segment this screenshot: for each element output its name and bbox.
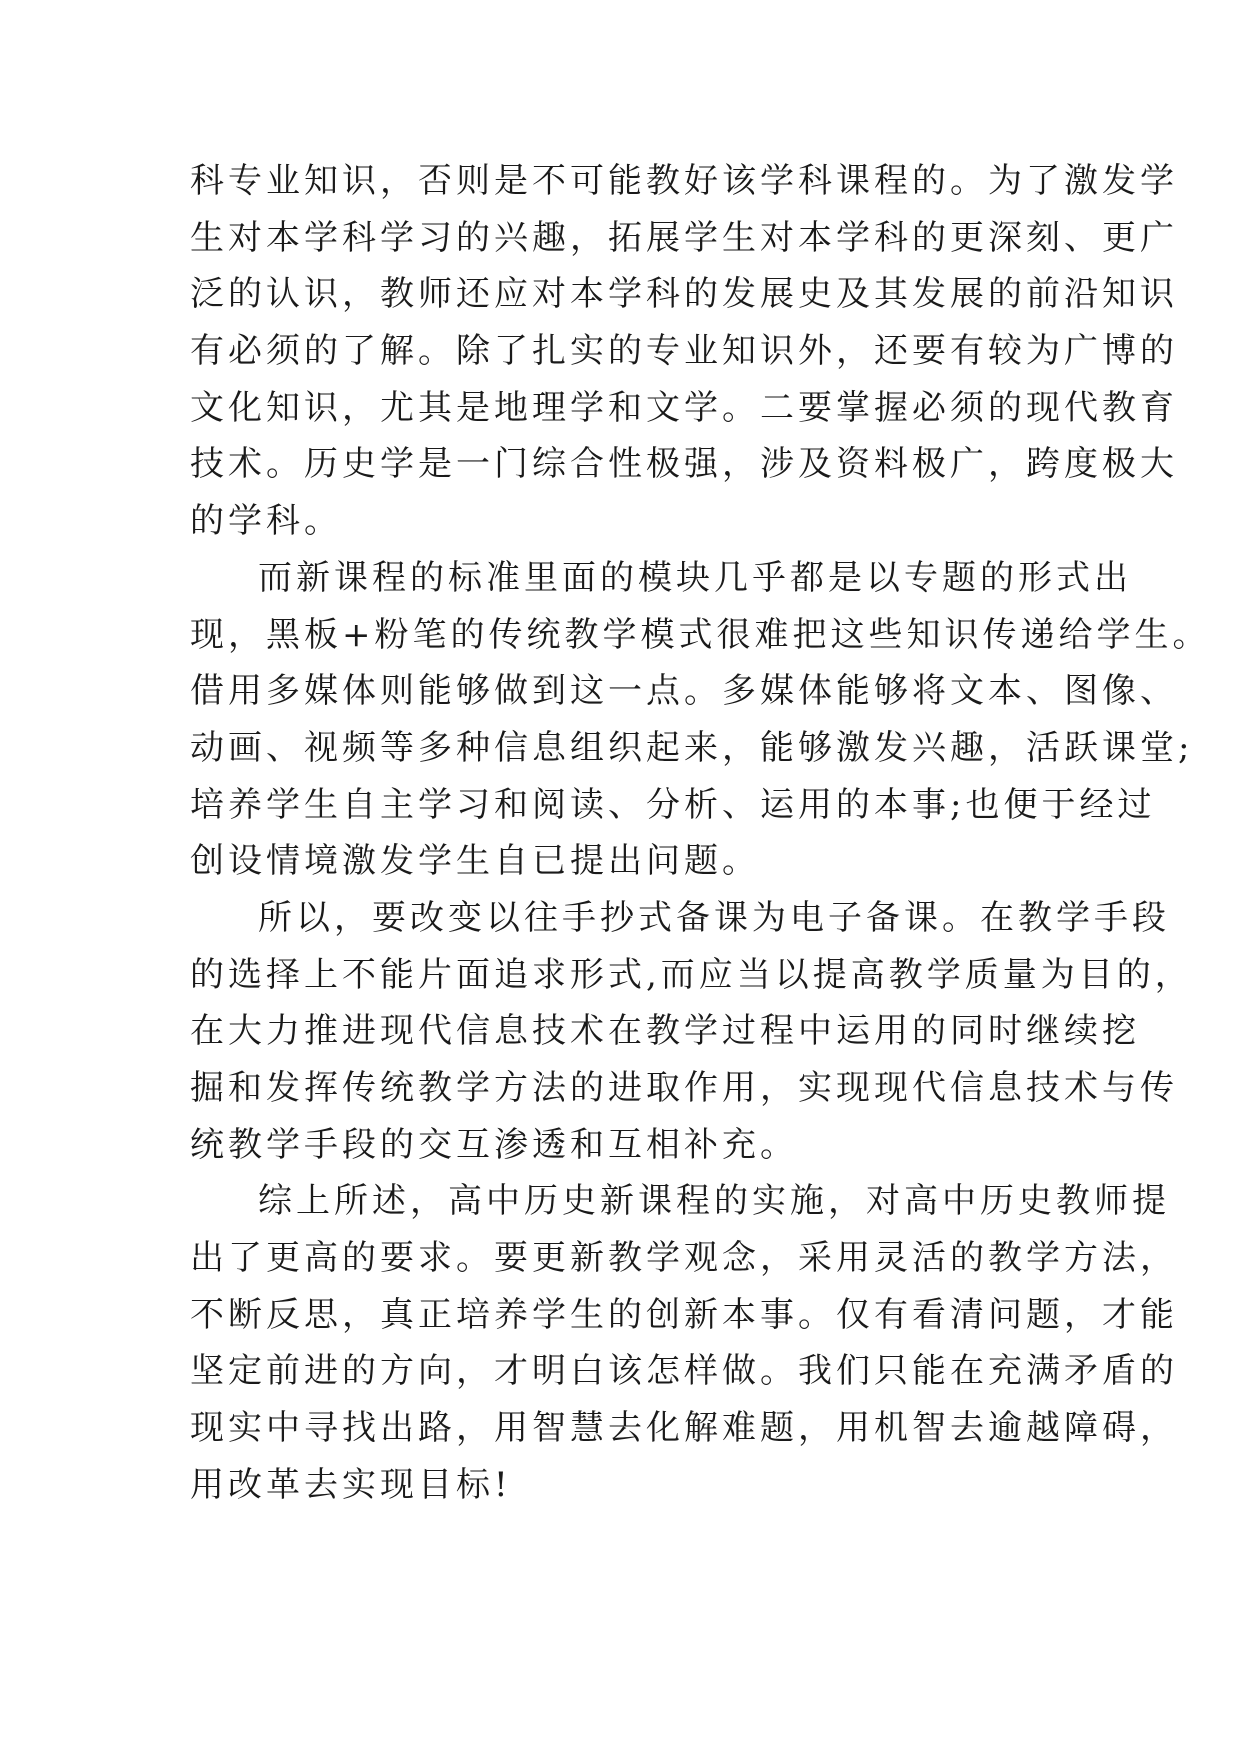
text-line: 科专业知识，否则是不可能教好该学科课程的。为了激发学: [190, 161, 1178, 201]
text-line: 坚定前进的方向，才明白该怎样做。我们只能在充满矛盾的: [190, 1351, 1178, 1392]
text-line: 动画、视频等多种信息组织起来，能够激发兴趣，活跃课堂;: [190, 727, 1194, 768]
text-line: 而新课程的标准里面的模块几乎都是以专题的形式出: [258, 557, 1132, 598]
text-line: 现实中寻找出路，用智慧去化解难题，用机智去逾越障碍，: [190, 1408, 1178, 1449]
text-line: 出了更高的要求。要更新教学观念，采用灵活的教学方法，: [190, 1238, 1178, 1279]
text-line: 现，黑板+粉笔的传统教学模式很难把这些知识传递给学生。: [190, 614, 1211, 655]
text-line: 培养学生自主学习和阅读、分析、运用的本事;也便于经过: [190, 784, 1156, 825]
text-line: 技术。历史学是一门综合性极强，涉及资料极广，跨度极大: [190, 444, 1178, 485]
paragraph-4: [190, 1173, 1178, 1513]
text-line: 统教学手段的交互渗透和互相补充。: [190, 1124, 798, 1165]
text-line: 文化知识，尤其是地理学和文学。二要掌握必须的现代教育: [190, 387, 1178, 428]
text-line: 综上所述，高中历史新课程的实施，对高中历史教师提: [258, 1181, 1170, 1222]
text-line: 泛的认识，教师还应对本学科的发展史及其发展的前沿知识: [190, 274, 1178, 315]
text-line: 的选择上不能片面追求形式,而应当以提高教学质量为目的，: [190, 954, 1193, 995]
text-line: 在大力推进现代信息技术在教学过程中运用的同时继续挖: [190, 1011, 1140, 1052]
text-line: 有必须的了解。除了扎实的专业知识外，还要有较为广博的: [190, 331, 1178, 372]
text-line: 的学科。: [190, 501, 342, 542]
text-line: 生对本学科学习的兴趣，拓展学生对本学科的更深刻、更广: [190, 217, 1178, 258]
paragraph-1: [190, 153, 1178, 550]
paragraph-2: [190, 550, 1211, 890]
paragraph-3: [190, 890, 1193, 1173]
text-line: 不断反思，真正培养学生的创新本事。仅有看清问题，才能: [190, 1294, 1178, 1335]
document-body: [190, 153, 1211, 1514]
text-line: 创设情境激发学生自已提出问题。: [190, 841, 760, 882]
text-line: 借用多媒体则能够做到这一点。多媒体能够将文本、图像、: [190, 671, 1178, 712]
text-line: 所以，要改变以往手抄式备课为电子备课。在教学手段: [258, 897, 1170, 938]
text-line: 掘和发挥传统教学方法的进取作用，实现现代信息技术与传: [190, 1068, 1178, 1108]
text-line: 用改革去实现目标!: [190, 1464, 512, 1505]
